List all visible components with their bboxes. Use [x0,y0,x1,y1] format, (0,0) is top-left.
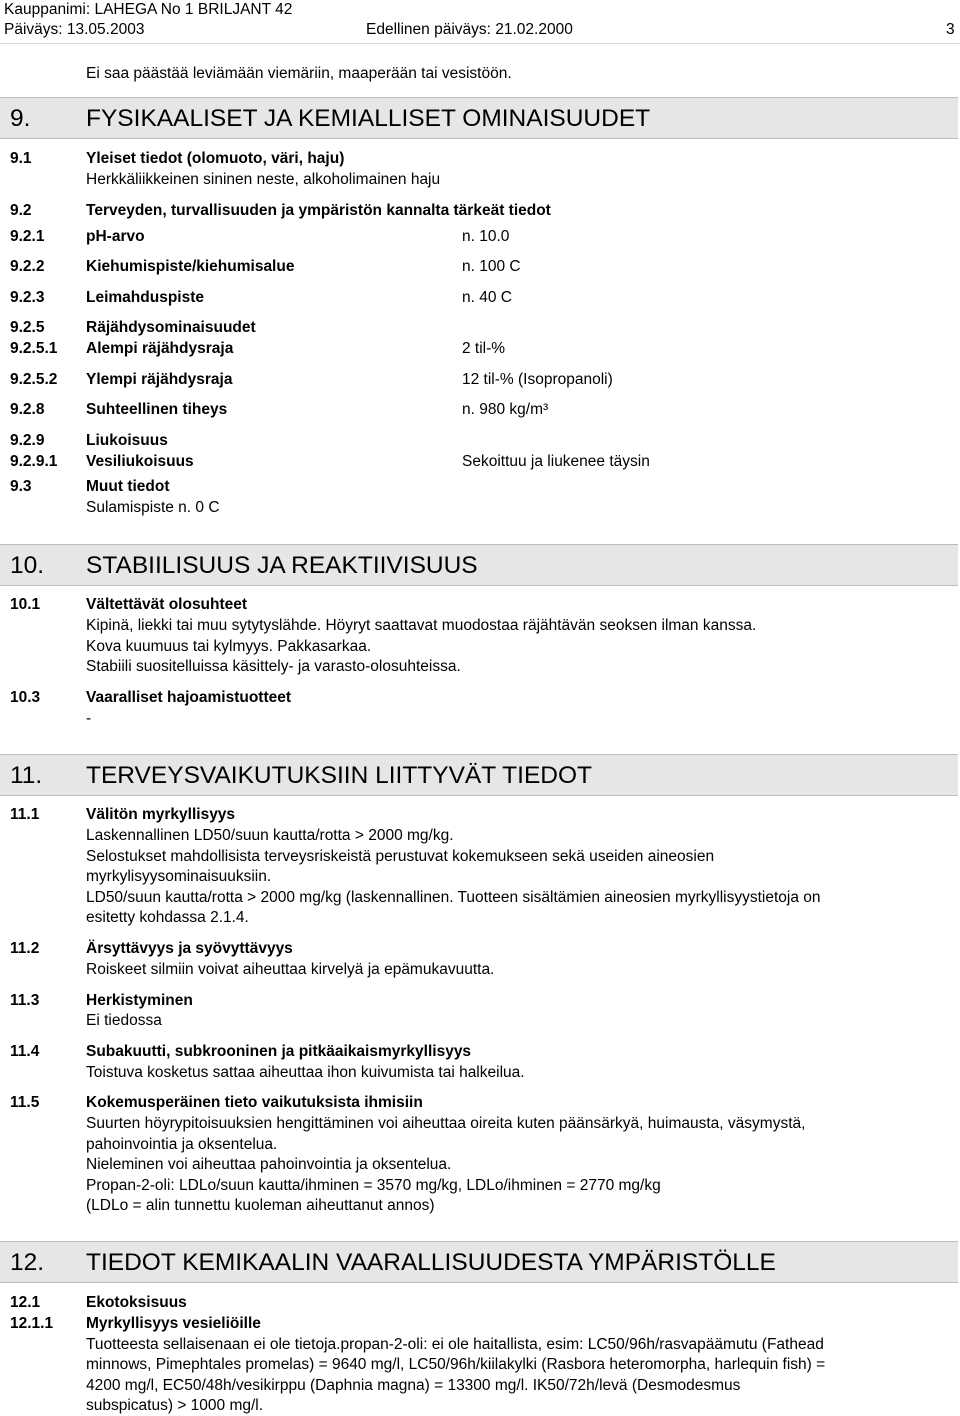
item-title: Välitön myrkyllisyys [86,806,236,823]
item-number: 11.5 [10,1094,40,1111]
section-title: TIEDOT KEMIKAALIN VAARALLISUUDESTA YMPÄRISTÖLLE [86,1249,776,1276]
item-number: 11.4 [10,1043,40,1060]
property-label: Leimahduspiste [86,289,204,306]
item-number: 9.3 [10,478,32,495]
section-number: 10. [10,552,45,579]
property-label: Ylempi räjähdysraja [86,371,233,388]
item-text-line: esitetty kohdassa 2.1.4. [86,909,249,926]
item-text-line: Kipinä, liekki tai muu sytytyslähde. Höyryt saattavat muodostaa räjähtävän seoksen ilman kanssa. [86,617,757,634]
section-title: FYSIKAALISET JA KEMIALLISET OMINAISUUDET [86,105,651,132]
item-number: 11.3 [10,992,40,1009]
item-text-line: Stabiili suositelluissa käsittely- ja varasto-olosuhteissa. [86,658,461,675]
item-text-line: myrkylisyysominaisuuksiin. [86,868,272,885]
item-text-line: Laskennallinen LD50/suun kautta/rotta > 2000 mg/kg. [86,827,454,844]
item-text-line: Kova kuumuus tai kylmyys. Pakkasarkaa. [86,638,372,655]
property-label: pH-arvo [86,228,145,245]
property-label: Kiehumispiste/kiehumisalue [86,258,295,275]
previous-date: Edellinen päiväys: 21.02.2000 [366,21,573,38]
item-text: Herkkäliikkeinen sininen neste, alkoholimainen haju [86,171,441,188]
page-number: 3 [946,21,955,38]
property-label: Alempi räjähdysraja [86,340,234,357]
property-number: 9.2.5.1 [10,340,58,357]
item-number: 11.2 [10,940,40,957]
item-title: Myrkyllisyys vesieliöille [86,1315,261,1332]
item-number: 9.1 [10,150,32,167]
item-text: - [86,710,92,727]
property-label: Suhteellinen tiheys [86,401,228,418]
property-label: Vesiliukoisuus [86,453,194,470]
product-name: Kauppanimi: LAHEGA No 1 BRILJANT 42 [4,1,293,18]
item-text-line: Suurten höyrypitoisuuksien hengittäminen voi aiheuttaa oireita kuten päänsärkyä, huimausta, väsymystä, [86,1115,806,1132]
section-number: 11. [10,762,43,789]
item-text-line: Selostukset mahdollisista terveysriskeistä perustuvat kokemukseen sekä useiden aineosien [86,848,715,865]
item-text-line: Tuotteesta sellaisenaan ei ole tietoja.propan-2-oli: ei ole haitallista, esim: LC50/96h/rasvapäämutu (Fathead [86,1336,824,1353]
item-title: Vaaralliset hajoamistuotteet [86,689,292,706]
item-text-line: Nieleminen voi aiheuttaa pahoinvointia ja oksentelua. [86,1156,452,1173]
item-text-line: LD50/suun kautta/rotta > 2000 mg/kg (laskennallinen. Tuotteen sisältämien aineosien myrkyllisyystietoja on [86,889,821,906]
intro-line: Ei saa päästää leviämään viemäriin, maaperään tai vesistöön. [86,65,512,82]
item-text-line: minnows, Pimephtales promelas) = 9640 mg/l, LC50/96h/kiilakylki (Rasbora heteromorpha, harlequin fish) = [86,1356,826,1373]
item-text: Toistuva kosketus sattaa aiheuttaa ihon kuivumista tai halkeilua. [86,1064,525,1081]
item-title: Terveyden, turvallisuuden ja ympäristön kannalta tärkeät tiedot [86,202,551,219]
property-number: 9.2.9.1 [10,453,58,470]
property-number: 9.2.1 [10,228,45,245]
property-number: 9.2.5.2 [10,371,58,388]
item-text-line: Propan-2-oli: LDLo/suun kautta/ihminen = 3570 mg/kg, LDLo/ihminen = 2770 mg/kg [86,1177,661,1194]
item-text-line: pahoinvointia ja oksentelua. [86,1136,278,1153]
item-number: 9.2 [10,202,32,219]
property-label: Liukoisuus [86,432,168,449]
item-text-line: 4200 mg/l, EC50/48h/vesikirppu (Daphnia magna) = 13300 mg/l. IK50/72h/levä (Desmodesmus [86,1377,741,1394]
header-divider [0,43,960,44]
property-number: 9.2.9 [10,432,45,449]
section-12-heading [0,1241,958,1283]
property-value: n. 100 C [462,258,521,275]
section-title: TERVEYSVAIKUTUKSIIN LIITTYVÄT TIEDOT [86,762,592,789]
item-number: 12.1 [10,1294,41,1311]
property-value: Sekoittuu ja liukenee täysin [462,453,650,470]
item-number: 12.1.1 [10,1315,54,1332]
item-number: 11.1 [10,806,40,823]
document-date: Päiväys: 13.05.2003 [4,21,145,38]
section-9-heading [0,97,958,139]
section-10-heading [0,544,958,586]
section-11-heading [0,754,958,796]
item-title: Ärsyttävyys ja syövyttävyys [86,940,293,957]
item-text: Ei tiedossa [86,1012,162,1029]
property-number: 9.2.3 [10,289,45,306]
item-title: Vältettävät olosuhteet [86,596,248,613]
section-number: 12. [10,1249,45,1276]
property-value: 2 til-% [462,340,506,357]
item-text: Roiskeet silmiin voivat aiheuttaa kirvelyä ja epämukavuutta. [86,961,495,978]
item-text-line: (LDLo = alin tunnettu kuoleman aiheuttanut annos) [86,1197,435,1214]
item-text: Sulamispiste n. 0 C [86,499,220,516]
property-value: n. 10.0 [462,228,510,245]
property-number: 9.2.5 [10,319,45,336]
item-title: Herkistyminen [86,992,193,1009]
item-text-line: subspicatus) > 1000 mg/l. [86,1397,264,1414]
item-number: 10.1 [10,596,41,613]
item-title: Ekotoksisuus [86,1294,187,1311]
property-value: n. 980 kg/m³ [462,401,549,418]
section-title: STABIILISUUS JA REAKTIIVISUUS [86,552,478,579]
property-value: 12 til-% (Isopropanoli) [462,371,613,388]
property-number: 9.2.2 [10,258,45,275]
section-number: 9. [10,105,31,132]
item-title: Subakuutti, subkrooninen ja pitkäaikaismyrkyllisyys [86,1043,472,1060]
item-number: 10.3 [10,689,41,706]
property-label: Räjähdysominaisuudet [86,319,256,336]
property-number: 9.2.8 [10,401,45,418]
item-title: Kokemusperäinen tieto vaikutuksista ihmisiin [86,1094,423,1111]
item-title: Muut tiedot [86,478,170,495]
property-value: n. 40 C [462,289,512,306]
item-title: Yleiset tiedot (olomuoto, väri, haju) [86,150,345,167]
